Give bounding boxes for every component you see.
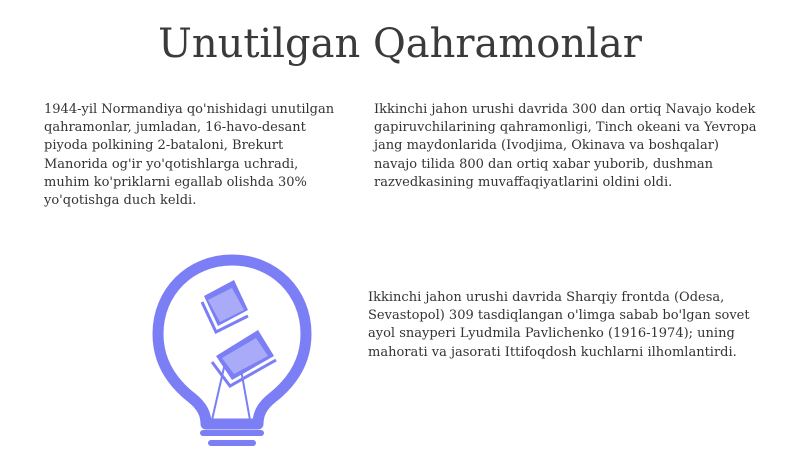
paragraph-navajo: Ikkinchi jahon urushi davrida 300 dan ortiq Navajo kodek gapiruvchilarining qahramonligi, Tinch okeani va Yevropa jang maydonlarida (Ivodjima, Okinava va boshqalar) navajo tilida 800 dan ortiq xabar yuborib, dushman razvedkasining muvaffaqiyatlarini oldini oldi. (374, 102, 757, 190)
paragraph-pavlichenko: Ikkinchi jahon urushi davrida Sharqiy frontda (Odesa, Sevastopol) 309 tasdiqlangan o'limga sabab bo'lgan sovet ayol snayperi Lyudmila Pavlichenko (1916-1974); uning mahorati va jasorati Ittifoqdosh kuchlarni ilhomlantirdi. (368, 290, 750, 360)
paragraph-normandy: 1944-yil Normandiya qo'nishidagi unutilgan qahramonlar, jumladan, 16-havo-desant piyoda polkining 2-bataloni, Brekurt Manorida og'ir yo'qotishlarga uchradi, muhim ko'priklarni egallab olishda 30% yo'qotishga duch keldi. (44, 102, 335, 209)
lightbulb-with-book-icon (150, 252, 315, 449)
slide-title: Unutilgan Qahramonlar (158, 21, 642, 67)
